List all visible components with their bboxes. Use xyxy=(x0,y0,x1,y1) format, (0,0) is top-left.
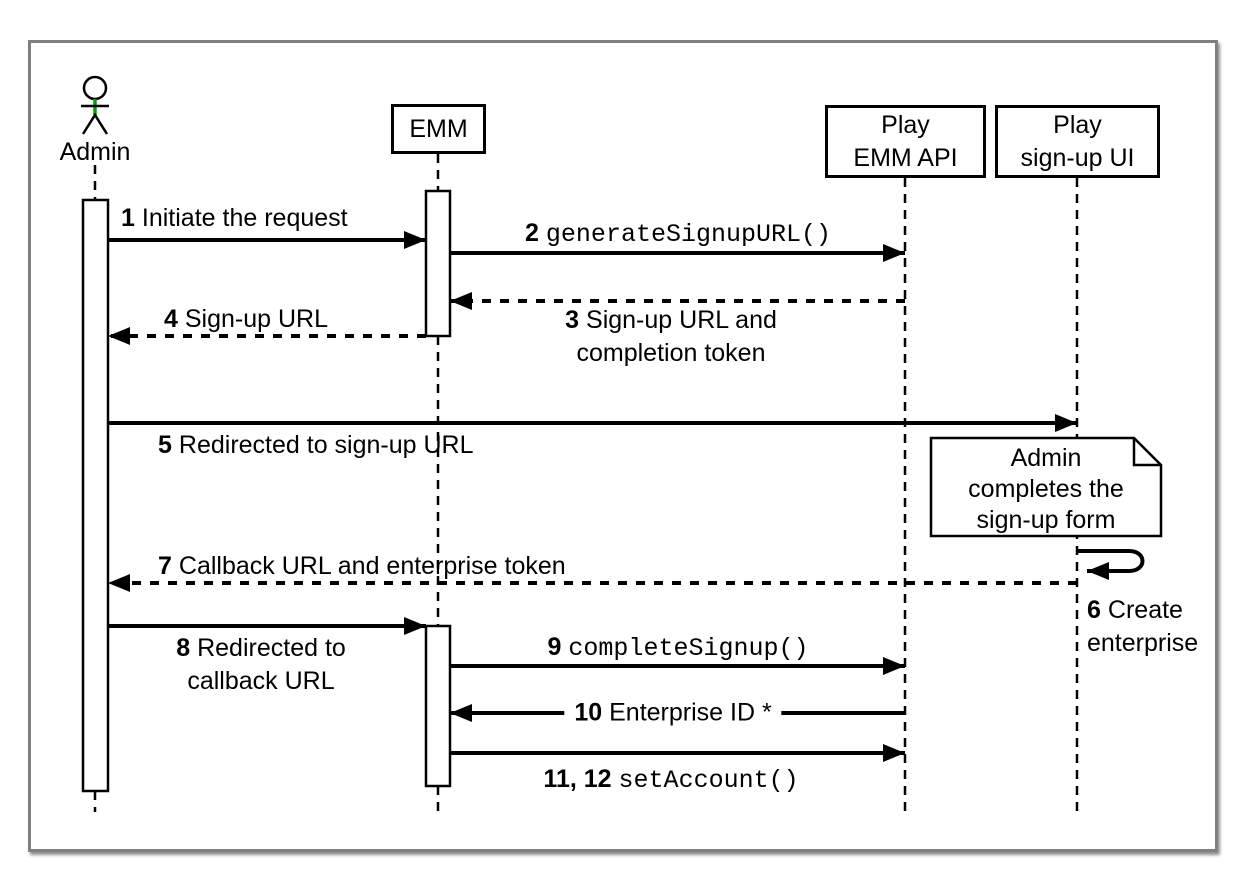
activation-bar-admin xyxy=(83,200,108,791)
message-8-label: 8 Redirected to callback URL xyxy=(176,634,346,695)
participant-play-signup-ui-line1: Play xyxy=(1053,110,1102,139)
participant-play-signup-ui-line2: sign-up UI xyxy=(1020,143,1135,172)
message-1-label: 1 Initiate the request xyxy=(121,204,348,232)
participant-emm-label: EMM xyxy=(409,114,468,143)
participant-play-emm-api-line1: Play xyxy=(881,110,930,139)
participant-play-signup-ui xyxy=(995,105,1160,178)
activation-bar-emm-2 xyxy=(426,626,450,786)
message-11-12-label: 11, 12 setAccount() xyxy=(543,765,799,795)
message-3-label: 3 Sign-up URL and completion token xyxy=(565,306,777,367)
message-6-label: 6 Create enterprise xyxy=(1087,596,1199,657)
message-10-label: 10 Enterprise ID * xyxy=(564,699,781,728)
note-text: Admin completes the sign-up form xyxy=(968,444,1124,534)
message-7-label: 7 Callback URL and enterprise token xyxy=(158,552,566,580)
participant-admin-label: Admin xyxy=(59,138,131,166)
participant-emm xyxy=(391,104,486,154)
message-2-label: 2 generateSignupURL() xyxy=(525,219,831,249)
activation-bar-emm-1 xyxy=(426,191,450,336)
message-9-label: 9 completeSignup() xyxy=(547,633,809,663)
message-5-label: 5 Redirected to sign-up URL xyxy=(158,431,474,459)
diagram-frame xyxy=(28,40,1218,852)
arrow-msg-6-self-loop xyxy=(1077,551,1143,571)
actor-admin-icon xyxy=(81,77,109,134)
participant-play-emm-api xyxy=(825,105,986,178)
participant-play-emm-api-line2: EMM API xyxy=(853,143,958,172)
message-4-label: 4 Sign-up URL xyxy=(163,305,329,333)
